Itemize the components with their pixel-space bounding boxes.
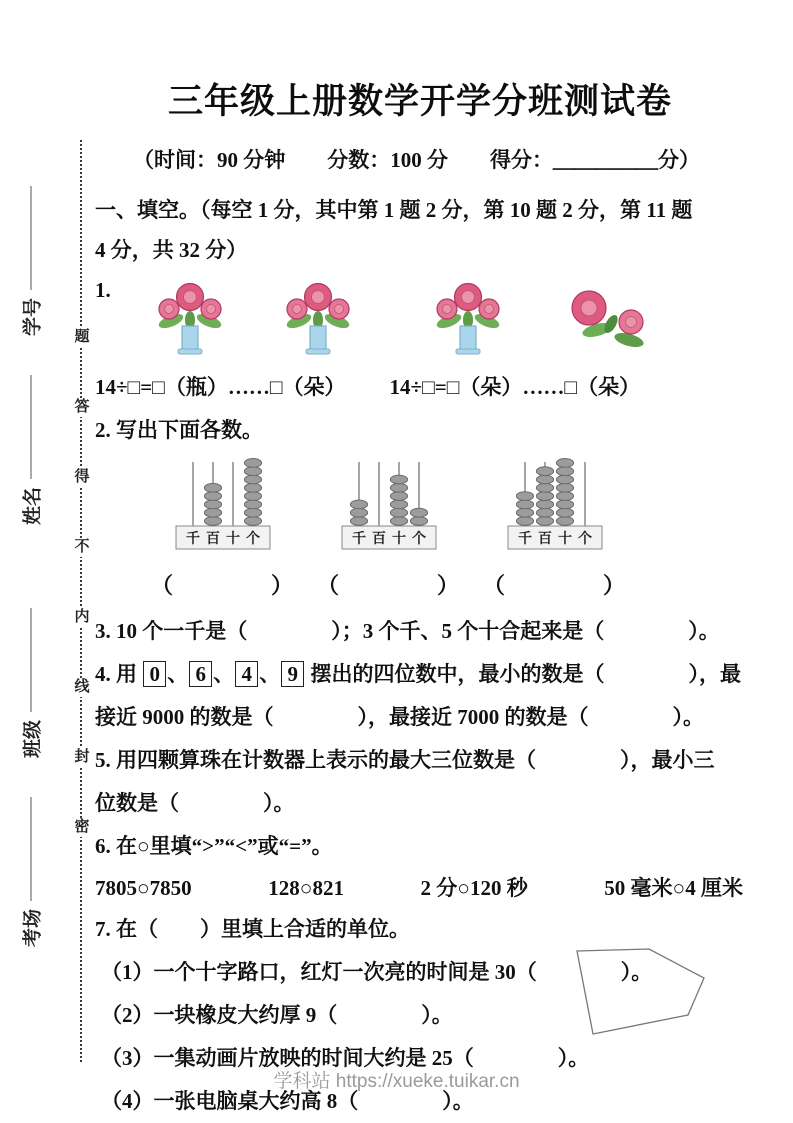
text-segment: 4. 用	[95, 662, 143, 686]
question5-line2: 位数是（ ）。	[95, 791, 295, 815]
question3-text: 3. 10 个一千是（ ）；3 个千、5 个十合起来是（ ）。	[95, 619, 720, 643]
paper-title: 三年级上册数学开学分班测试卷	[167, 82, 672, 121]
rose-vase-image	[423, 276, 513, 361]
side-field-blank-line	[31, 797, 32, 901]
side-field-blank-line	[31, 186, 32, 290]
seal-text-char: 得	[72, 468, 92, 487]
footer-site-link[interactable]: 学科站 https://xueke.tuikar.cn	[273, 1071, 520, 1092]
question1-number: 1.	[95, 278, 111, 302]
side-field-4	[18, 797, 45, 947]
comparison-item: 128○821	[268, 876, 344, 900]
question4-line2: 接近 9000 的数是（ ），最接近 7000 的数是（ ）。	[95, 705, 704, 729]
seal-dotted-line	[74, 140, 90, 1062]
text-segment: 、	[213, 662, 235, 686]
comparison-row	[95, 868, 745, 908]
abacus-counter-image	[339, 458, 439, 559]
rose-vase-image	[273, 276, 363, 361]
division-equation-left: 14÷□=□（瓶）……□（朵）	[95, 375, 346, 399]
seal-text-char: 密	[72, 818, 92, 837]
division-equation-right: 14÷□=□（朵）……□（朵）	[389, 375, 641, 399]
boxed-digit: 9	[281, 661, 304, 687]
svg-text:十: 十	[392, 530, 406, 546]
pentagon-figure	[573, 941, 713, 1046]
question5-line1: 5. 用四颗算珠在计数器上表示的最大三位数是（ ），最小三	[95, 748, 715, 772]
seal-text-char: 题	[72, 328, 92, 347]
seal-text-char: 不	[72, 538, 92, 557]
counter-figure-3	[483, 458, 628, 600]
svg-text:十: 十	[558, 530, 572, 546]
question7-text: 7. 在（ ）里填上合适的单位。	[95, 917, 410, 941]
section1-heading-line1: 一、填空。（每空 1 分，其中第 1 题 2 分，第 10 题 2 分，第 11 题	[95, 198, 693, 222]
side-field-blank-line	[31, 375, 32, 479]
rose-vase-image	[145, 276, 235, 361]
side-field-2	[18, 375, 45, 525]
question7-item1: （1）一个十字路口，红灯一次亮的时间是 30（ ）。	[101, 960, 653, 984]
seal-text-char: 线	[72, 678, 92, 697]
boxed-digit: 6	[189, 661, 212, 687]
question1-equations	[95, 371, 745, 401]
comparison-item: 50 毫米○4 厘米	[604, 876, 743, 900]
seal-text-char: 答	[72, 398, 92, 417]
side-field-label: 班级	[22, 719, 44, 758]
question1	[95, 276, 745, 361]
question2-text: 2. 写出下面各数。	[95, 418, 263, 442]
svg-text:百: 百	[206, 530, 220, 546]
svg-text:个: 个	[412, 530, 426, 546]
svg-text:个: 个	[246, 530, 260, 546]
svg-text:百: 百	[538, 530, 552, 546]
svg-text:千: 千	[352, 530, 366, 546]
question7-item4: （4）一张电脑桌大约高 8（ ）。	[101, 1089, 474, 1113]
comparison-item: 2 分○120 秒	[420, 876, 528, 900]
svg-text:千: 千	[518, 530, 532, 546]
exam-info-line: （时间：90 分钟 分数：100 分 得分：＿＿＿＿＿分）	[133, 148, 700, 172]
side-field-3	[18, 608, 45, 758]
counter-answer-blank: （ ）	[317, 573, 462, 598]
question7-item3: （3）一集动画片放映的时间大约是 25（ ）。	[101, 1046, 590, 1070]
footer	[0, 1066, 793, 1093]
loose-roses-image	[551, 284, 663, 361]
rose-images-row	[145, 276, 663, 361]
counter-answer-blank: （ ）	[151, 573, 296, 598]
counter-figure-1	[151, 458, 296, 600]
boxed-digit: 0	[143, 661, 166, 687]
counters-row	[95, 458, 745, 600]
side-field-1	[18, 186, 45, 336]
question7-item2: （2）一块橡皮大约厚 9（ ）。	[101, 1003, 453, 1027]
question6-text: 6. 在○里填“>”“<”或“=”。	[95, 834, 333, 858]
text-segment: 、	[167, 662, 189, 686]
boxed-digit: 4	[235, 661, 258, 687]
section1-heading-line2: 4 分，共 32 分）	[95, 238, 248, 262]
side-field-label: 考场	[22, 908, 44, 947]
counter-answer-blank: （ ）	[483, 573, 628, 598]
question4-line1	[95, 653, 745, 696]
seal-text-char: 封	[72, 748, 92, 767]
text-segment: 摆出的四位数中，最小的数是（ ），最	[305, 662, 741, 686]
text-segment: 、	[259, 662, 281, 686]
comparison-item: 7805○7850	[95, 876, 192, 900]
svg-text:十: 十	[226, 530, 240, 546]
svg-text:百: 百	[372, 530, 386, 546]
counter-figure-2	[317, 458, 462, 600]
seal-text-char: 内	[72, 608, 92, 627]
abacus-counter-image	[505, 458, 605, 559]
svg-text:个: 个	[578, 530, 592, 546]
side-field-blank-line	[31, 608, 32, 712]
side-field-label: 学号	[22, 297, 44, 336]
side-field-label: 姓名	[22, 486, 44, 525]
svg-text:千: 千	[186, 530, 200, 546]
abacus-counter-image	[173, 458, 273, 559]
